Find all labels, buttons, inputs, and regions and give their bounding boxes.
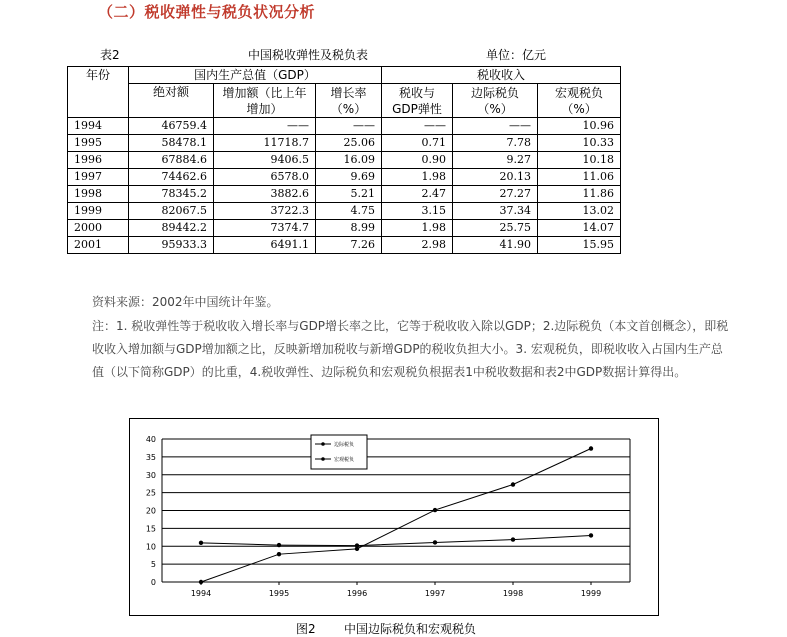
header-gdp-group: 国内生产总值（GDP） — [129, 67, 382, 84]
cell-year: 2001 — [68, 237, 129, 254]
x-tick-label: 1997 — [424, 589, 446, 598]
y-tick-label: 35 — [145, 452, 156, 462]
cell-growth: 4.75 — [316, 203, 382, 220]
table-row — [68, 203, 621, 220]
cell-absolute: 58478.1 — [129, 135, 214, 152]
table-row — [68, 169, 621, 186]
cell-marginal: 9.27 — [453, 152, 538, 169]
x-tick-label: 1998 — [502, 589, 524, 598]
table-body — [68, 118, 621, 254]
explanation-note: 注：1. 税收弹性等于税收收入增长率与GDP增长率之比，它等于税收收入除以GDP；2.边际税负（本文首创概念），即税收收入增加额与GDP增加额之比，反映新增加税收与新增GDP的税收负担大小。3. 宏观税负，即税收收入占国内生产总值（以下简称GDP）的比重，4.税收弹性、边际税负和宏观税负根据表1中税收数据和表2中GDP数据计算得出。 — [92, 319, 729, 379]
cell-absolute: 82067.5 — [129, 203, 214, 220]
figure-title: 中国边际税负和宏观税负 — [344, 622, 477, 636]
legend-box — [311, 435, 367, 469]
table-row — [68, 135, 621, 152]
header-marginal: 边际税负（%） — [453, 84, 538, 118]
table-title: 中国税收弹性及税负表 — [248, 48, 369, 62]
header-tax-group: 税收收入 — [382, 67, 621, 84]
header-elasticity: 税收与GDP弹性 — [382, 84, 453, 118]
cell-marginal: 27.27 — [453, 186, 538, 203]
line-chart — [129, 418, 659, 616]
data-point — [511, 482, 515, 486]
cell-macro: 11.06 — [538, 169, 621, 186]
x-tick-label: 1994 — [190, 589, 212, 598]
x-tick-label: 1995 — [268, 589, 290, 598]
cell-marginal: 7.78 — [453, 135, 538, 152]
cell-increase: 7374.7 — [214, 220, 316, 237]
cell-absolute: 78345.2 — [129, 186, 214, 203]
table-label: 表2 — [100, 48, 120, 62]
legend-marker — [321, 457, 325, 461]
cell-growth: —— — [316, 118, 382, 135]
header-growth: 增长率（%） — [316, 84, 382, 118]
cell-elasticity: 2.47 — [382, 186, 453, 203]
cell-year: 1998 — [68, 186, 129, 203]
cell-macro: 13.02 — [538, 203, 621, 220]
table-row — [68, 237, 621, 254]
data-point — [277, 543, 281, 547]
cell-marginal: 41.90 — [453, 237, 538, 254]
cell-macro: 11.86 — [538, 186, 621, 203]
y-tick-label: 40 — [145, 435, 156, 444]
cell-year: 1996 — [68, 152, 129, 169]
cell-growth: 7.26 — [316, 237, 382, 254]
cell-increase: 3882.6 — [214, 186, 316, 203]
y-tick-label: 10 — [145, 542, 156, 552]
cell-increase: —— — [214, 118, 316, 135]
y-tick-label: 0 — [150, 578, 156, 587]
legend-entry: 边际税负 — [334, 442, 355, 448]
cell-marginal: 37.34 — [453, 203, 538, 220]
data-point — [199, 580, 203, 584]
cell-absolute: 74462.6 — [129, 169, 214, 186]
cell-macro: 14.07 — [538, 220, 621, 237]
y-tick-label: 25 — [145, 488, 156, 498]
data-point — [433, 508, 437, 512]
cell-year: 1997 — [68, 169, 129, 186]
cell-marginal: —— — [453, 118, 538, 135]
data-point — [589, 446, 593, 450]
cell-absolute: 89442.2 — [129, 220, 214, 237]
figure-label: 图2 — [296, 622, 316, 636]
data-point — [589, 533, 593, 537]
cell-increase: 11718.7 — [214, 135, 316, 152]
cell-elasticity: 1.98 — [382, 169, 453, 186]
series-line-1 — [201, 535, 591, 545]
table-unit: 单位：亿元 — [486, 48, 547, 62]
section-heading: （二）税收弹性与税负状况分析 — [98, 3, 316, 21]
cell-growth: 8.99 — [316, 220, 382, 237]
data-point — [199, 541, 203, 545]
y-tick-label: 20 — [145, 506, 156, 516]
data-point — [355, 543, 359, 547]
table-row — [68, 186, 621, 203]
cell-marginal: 20.13 — [453, 169, 538, 186]
header-macro: 宏观税负（%） — [538, 84, 621, 118]
y-tick-label: 15 — [145, 524, 156, 534]
cell-year: 1994 — [68, 118, 129, 135]
data-point — [277, 552, 281, 556]
cell-increase: 6578.0 — [214, 169, 316, 186]
header-year: 年份 — [68, 67, 129, 118]
cell-elasticity: 3.15 — [382, 203, 453, 220]
cell-absolute: 46759.4 — [129, 118, 214, 135]
cell-elasticity: 0.90 — [382, 152, 453, 169]
cell-year: 1999 — [68, 203, 129, 220]
source-note: 资料来源：2002年中国统计年鉴。 — [92, 295, 279, 309]
data-point — [433, 540, 437, 544]
y-tick-label: 5 — [150, 560, 156, 570]
cell-marginal: 25.75 — [453, 220, 538, 237]
cell-year: 2000 — [68, 220, 129, 237]
chart-svg — [130, 419, 658, 615]
y-tick-label: 30 — [145, 470, 156, 480]
legend-entry: 宏观税负 — [334, 457, 355, 463]
cell-macro: 15.95 — [538, 237, 621, 254]
data-point — [511, 537, 515, 541]
cell-elasticity: 1.98 — [382, 220, 453, 237]
cell-growth: 9.69 — [316, 169, 382, 186]
series-line-0 — [201, 449, 591, 582]
cell-elasticity: 0.71 — [382, 135, 453, 152]
tax-elasticity-table — [67, 66, 621, 254]
table-row — [68, 220, 621, 237]
header-absolute: 绝对额 — [129, 84, 214, 118]
cell-increase: 6491.1 — [214, 237, 316, 254]
cell-absolute: 67884.6 — [129, 152, 214, 169]
x-tick-label: 1999 — [580, 589, 602, 598]
cell-absolute: 95933.3 — [129, 237, 214, 254]
cell-macro: 10.96 — [538, 118, 621, 135]
cell-growth: 5.21 — [316, 186, 382, 203]
cell-macro: 10.18 — [538, 152, 621, 169]
table-row — [68, 118, 621, 135]
cell-growth: 16.09 — [316, 152, 382, 169]
cell-year: 1995 — [68, 135, 129, 152]
cell-increase: 3722.3 — [214, 203, 316, 220]
cell-elasticity: —— — [382, 118, 453, 135]
cell-macro: 10.33 — [538, 135, 621, 152]
cell-growth: 25.06 — [316, 135, 382, 152]
x-tick-label: 1996 — [346, 589, 368, 598]
legend-marker — [321, 442, 325, 446]
cell-elasticity: 2.98 — [382, 237, 453, 254]
header-increase: 增加额（比上年增加） — [214, 84, 316, 118]
cell-increase: 9406.5 — [214, 152, 316, 169]
table-row — [68, 152, 621, 169]
